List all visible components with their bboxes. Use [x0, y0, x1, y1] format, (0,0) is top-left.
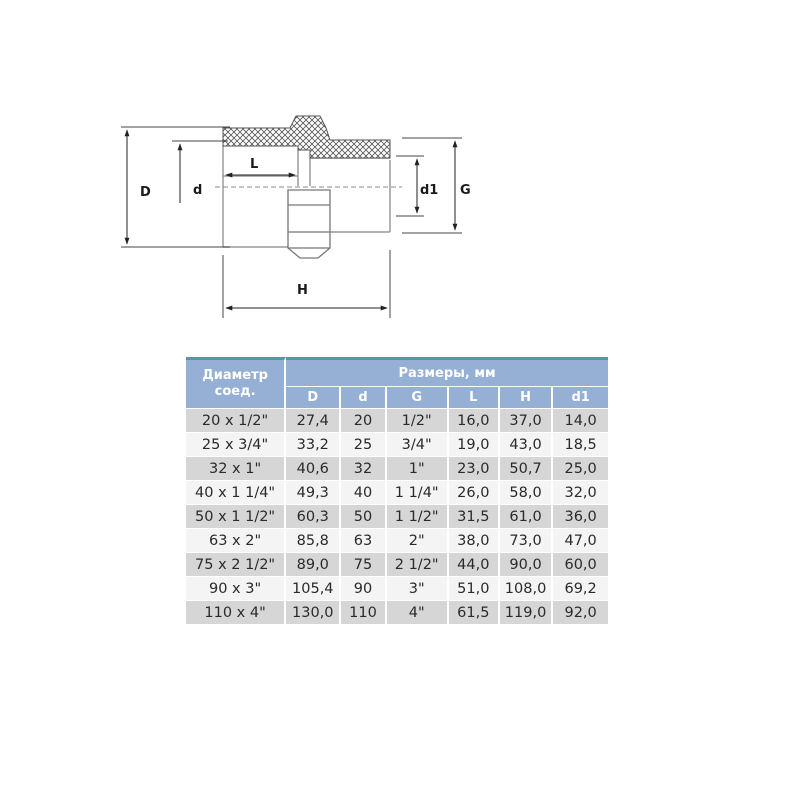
table-cell: 40 [341, 481, 386, 505]
table-cell: 105,4 [286, 577, 341, 601]
table-cell: 43,0 [500, 433, 553, 457]
label-d1: d1 [420, 183, 439, 198]
table-cell: 1" [387, 457, 449, 481]
fitting-drawing [0, 0, 800, 340]
table-cell: 31,5 [449, 505, 500, 529]
header-sizes-mm: Размеры, мм [286, 357, 608, 387]
table-cell: 40,6 [286, 457, 341, 481]
table-cell: 61,5 [449, 601, 500, 625]
table-cell: 90 [341, 577, 386, 601]
table-cell: 33,2 [286, 433, 341, 457]
hatched-wall-section [223, 116, 390, 158]
table-cell: 44,0 [449, 553, 500, 577]
table-cell: 38,0 [449, 529, 500, 553]
table-cell: 58,0 [500, 481, 553, 505]
table-cell-connection: 90 х 3" [186, 577, 286, 601]
table-cell: 23,0 [449, 457, 500, 481]
col-header-L: L [449, 387, 500, 409]
table-cell: 32 [341, 457, 386, 481]
table-cell: 3/4" [387, 433, 449, 457]
label-D: D [140, 185, 151, 200]
table-cell: 61,0 [500, 505, 553, 529]
table-cell: 108,0 [500, 577, 553, 601]
table-cell: 60,0 [553, 553, 608, 577]
table-cell: 16,0 [449, 409, 500, 433]
table-cell-connection: 110 х 4" [186, 601, 286, 625]
dimensions-table [186, 357, 608, 625]
table-cell: 18,5 [553, 433, 608, 457]
col-header-d1: d1 [553, 387, 608, 409]
table-cell-connection: 63 х 2" [186, 529, 286, 553]
header-diam-line2: соед. [214, 384, 256, 399]
table-cell: 25 [341, 433, 386, 457]
table-cell: 2 1/2" [387, 553, 449, 577]
table-cell: 4" [387, 601, 449, 625]
table-cell: 26,0 [449, 481, 500, 505]
table-row [186, 601, 608, 625]
table-cell-connection: 32 х 1" [186, 457, 286, 481]
table-row [186, 553, 608, 577]
table-cell: 60,3 [286, 505, 341, 529]
table-cell-connection: 25 х 3/4" [186, 433, 286, 457]
table-cell: 25,0 [553, 457, 608, 481]
table-cell: 73,0 [500, 529, 553, 553]
table-cell: 130,0 [286, 601, 341, 625]
col-header-D: D [286, 387, 341, 409]
table-cell-connection: 40 х 1 1/4" [186, 481, 286, 505]
hex-nut [288, 190, 330, 258]
table-row [186, 481, 608, 505]
table-cell: 1 1/4" [387, 481, 449, 505]
table-cell: 36,0 [553, 505, 608, 529]
table-cell: 27,4 [286, 409, 341, 433]
table-cell-connection: 75 х 2 1/2" [186, 553, 286, 577]
table-cell: 85,8 [286, 529, 341, 553]
label-L: L [250, 157, 259, 172]
table-cell: 14,0 [553, 409, 608, 433]
col-header-H: H [500, 387, 553, 409]
table-cell: 75 [341, 553, 386, 577]
table-cell: 50 [341, 505, 386, 529]
table-cell: 90,0 [500, 553, 553, 577]
table-cell: 51,0 [449, 577, 500, 601]
col-header-d: d [341, 387, 386, 409]
table-cell: 69,2 [553, 577, 608, 601]
table-row [186, 577, 608, 601]
table-cell: 47,0 [553, 529, 608, 553]
table-row [186, 409, 608, 433]
table-body [186, 409, 608, 625]
table-cell: 110 [341, 601, 386, 625]
table-cell: 50,7 [500, 457, 553, 481]
header-diam-line1: Диаметр [202, 368, 268, 383]
table-cell-connection: 50 х 1 1/2" [186, 505, 286, 529]
table-cell: 49,3 [286, 481, 341, 505]
table-row [186, 505, 608, 529]
table-cell: 89,0 [286, 553, 341, 577]
label-d: d [193, 183, 203, 198]
table-cell-connection: 20 х 1/2" [186, 409, 286, 433]
table-cell: 1/2" [387, 409, 449, 433]
table-cell: 20 [341, 409, 386, 433]
table-cell: 63 [341, 529, 386, 553]
table-cell: 19,0 [449, 433, 500, 457]
label-G: G [460, 183, 471, 198]
col-header-G: G [387, 387, 449, 409]
table-cell: 32,0 [553, 481, 608, 505]
table-cell: 1 1/2" [387, 505, 449, 529]
header-connection-diameter [186, 357, 286, 409]
table-row [186, 529, 608, 553]
table-cell: 2" [387, 529, 449, 553]
table-cell: 37,0 [500, 409, 553, 433]
table-cell: 3" [387, 577, 449, 601]
table-row [186, 433, 608, 457]
table-cell: 119,0 [500, 601, 553, 625]
table-cell: 92,0 [553, 601, 608, 625]
label-H: H [297, 283, 308, 298]
table-row [186, 457, 608, 481]
